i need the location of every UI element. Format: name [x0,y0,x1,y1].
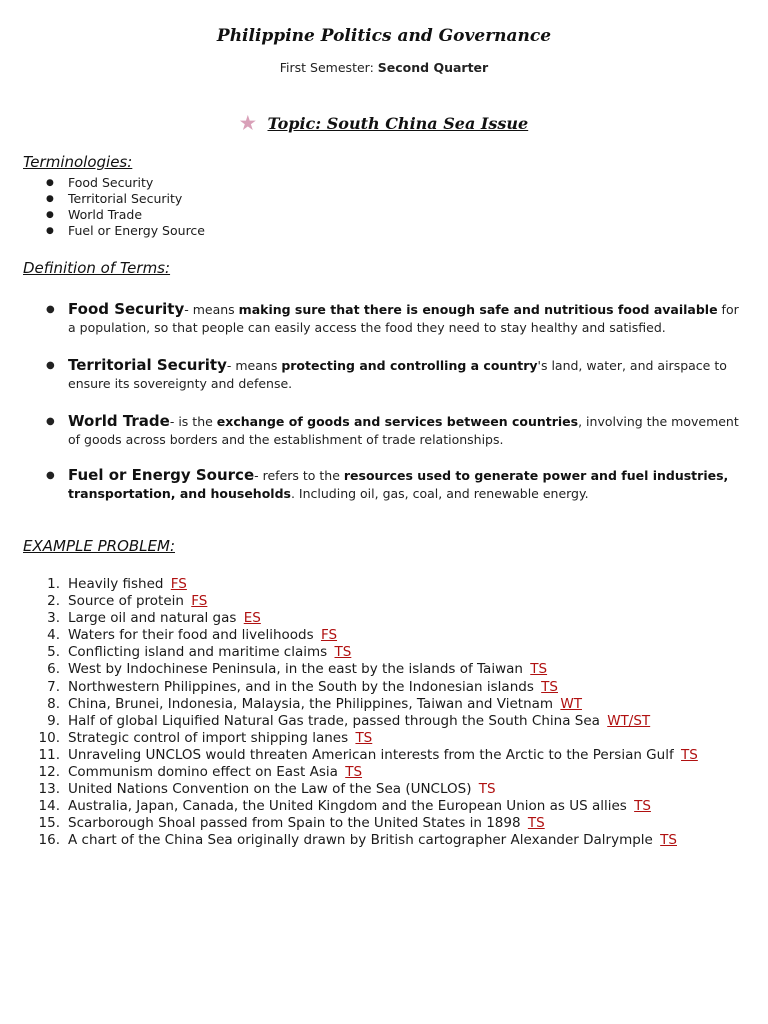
terminologies-heading: Terminologies: [23,153,133,171]
list-item: ● Territorial Security [46,191,205,207]
definition-item [46,300,746,337]
item-number: 1. [47,576,60,592]
definition-lead: - means [226,358,282,373]
definition-term: Food Security [68,300,185,318]
definition-rest: 's land, water, and airspace to ensure its sovereignty and defense. [68,358,727,391]
answer-label: TS [345,764,363,781]
definition-rest: , involving the movement of goods across borders and the establishment of trade relationships. [68,414,739,447]
item-number: 4. [47,627,60,644]
answer-label: TS [334,644,352,661]
definition-key: making sure that there is enough safe and nutritious food available [238,302,718,317]
item-number: 14. [38,798,60,815]
definitions-heading: Definition of Terms: [23,259,171,277]
answer-label: FS [170,576,187,592]
document-title: Philippine Politics and Governance [216,26,552,46]
answer-label: WT [560,695,582,712]
list-item [20,576,750,593]
item-number: 11. [38,746,60,763]
definition-item [46,466,746,503]
item-number: 13. [38,781,60,798]
definition-key: resources used to generate power and fuel industries, transportation, and households [68,468,729,501]
list-item [20,832,750,849]
definition-lead: - is the [169,414,217,429]
list-item: ● Fuel or Energy Source [46,223,205,239]
list-item [20,610,750,627]
definition-lead: - means [184,302,239,317]
item-number: 12. [38,764,60,781]
semester-label: First Semester: [279,60,374,75]
list-item [20,713,750,730]
list-item: ● Food Security [46,175,205,191]
item-text: Australia, Japan, Canada, the United Kingdom and the European Union as US allies [68,798,627,815]
item-text: West by Indochinese Peninsula, in the east by the islands of Taiwan [68,661,523,678]
item-text: China, Brunei, Indonesia, Malaysia, the Philippines, Taiwan and Vietnam [68,695,554,712]
list-item [20,696,750,713]
definition-term: Fuel or Energy Source [68,466,255,484]
item-text: United Nations Convention on the Law of the Sea (UNCLOS) [68,781,472,798]
item-text: Heavily fished [68,576,164,592]
answer-label: ES [243,610,261,627]
item-text: Conflicting island and maritime claims [68,644,328,661]
item-number: 5. [47,644,60,661]
item-text: Source of protein [68,593,184,610]
item-text: Half of global Liquified Natural Gas trade, passed through the South China Sea [68,712,600,729]
definition-key: exchange of goods and services between countries [216,414,579,429]
definition-term: Territorial Security [68,356,227,374]
item-text: Communism domino effect on East Asia [68,764,338,781]
item-number: 15. [38,815,60,832]
star-icon: ★ [239,113,256,134]
answer-label: TS [530,661,548,678]
terminologies-list [46,175,205,239]
item-text: Large oil and natural gas [68,610,237,627]
topic-heading [0,113,768,134]
list-item [20,593,750,610]
answer-label: TS [634,798,651,815]
list-item [20,627,750,644]
semester-line [0,60,768,75]
list-item [20,815,750,832]
list-item [20,764,750,781]
answer-label: TS [541,678,558,695]
topic-label: Topic: South China Sea Issue [267,114,529,133]
list-item [20,644,750,661]
definition-key: protecting and controlling a country [281,358,538,373]
answer-label: TS [478,781,496,798]
item-text: Scarborough Shoal passed from Spain to the United States in 1898 [68,815,521,832]
item-text: Strategic control of import shipping lanes [68,729,349,746]
definition-term: World Trade [68,412,170,430]
example-problem-list [20,576,750,850]
list-item [20,730,750,747]
list-item: ● World Trade [46,207,205,223]
item-text: Northwestern Philippines, and in the South by the Indonesian islands [68,678,534,695]
definition-item [46,356,746,393]
item-number: 16. [38,832,60,849]
item-number: 2. [47,593,60,610]
list-item [20,661,750,678]
definition-item [46,412,746,449]
item-number: 6. [47,661,60,678]
list-item [20,747,750,764]
definition-lead: - refers to the [254,468,344,483]
item-number: 8. [47,695,60,712]
list-item [20,798,750,815]
answer-label: TS [681,746,698,763]
definition-rest: for a population, so that people can easily access the food they need to stay healthy and satisfied. [68,302,739,335]
item-number: 9. [47,712,60,729]
definitions-list [46,300,746,503]
answer-label: TS [355,729,373,746]
item-number: 10. [38,729,60,746]
item-text: A chart of the China Sea originally drawn by British cartographer Alexander Dalrymple [68,832,653,849]
definition-rest: . Including oil, gas, coal, and renewable energy. [290,486,589,501]
semester-value: Second Quarter [377,60,489,75]
example-problem-heading: EXAMPLE PROBLEM: [23,537,175,555]
answer-label: FS [191,593,208,610]
item-text: Unraveling UNCLOS would threaten American interests from the Arctic to the Persian Gulf [68,746,674,763]
answer-label: TS [527,815,545,832]
answer-label: FS [320,627,338,644]
answer-label: TS [660,832,677,849]
answer-label: WT/ST [607,712,651,729]
item-text: Waters for their food and livelihoods [68,627,314,644]
list-item [20,781,750,798]
item-number: 3. [47,610,60,627]
item-number: 7. [47,678,60,695]
list-item [20,679,750,696]
